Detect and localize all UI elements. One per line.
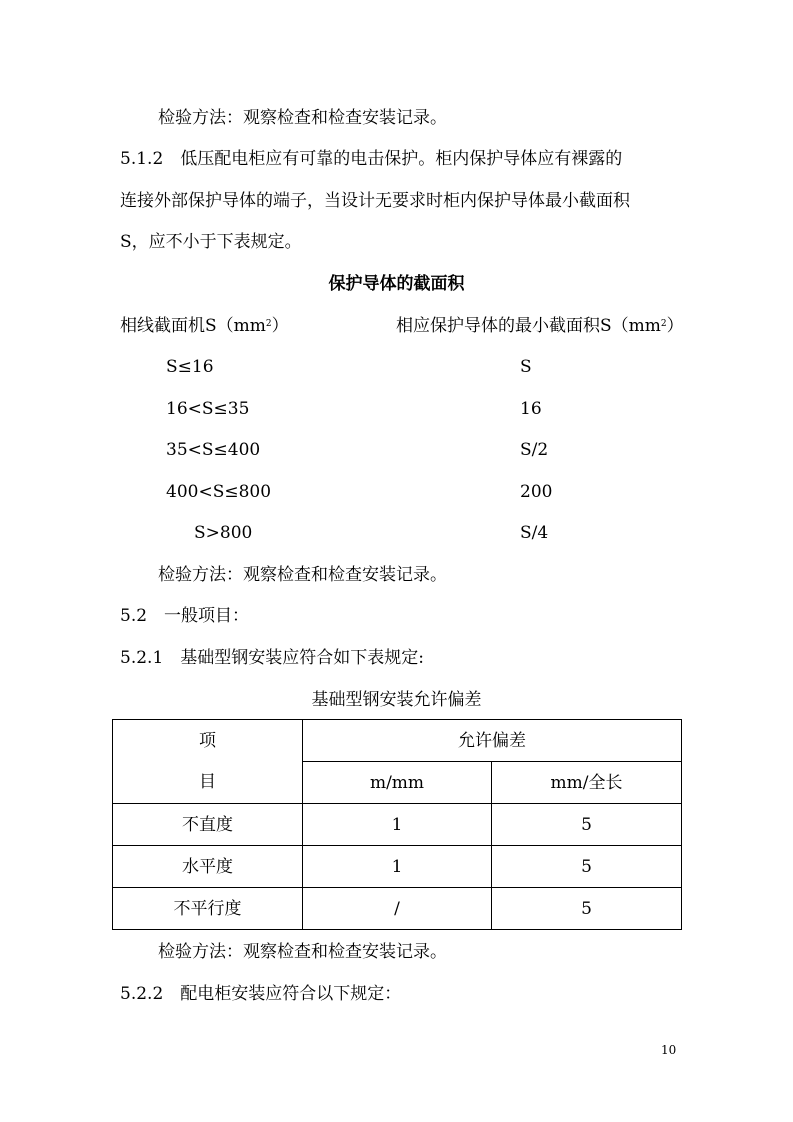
header-per-meter: m/mm: [303, 762, 492, 804]
row-item: 不平行度: [113, 888, 303, 930]
table-row: [113, 888, 682, 930]
conductor-col1-header: [120, 314, 289, 338]
conductor-col1-superscript: 2: [265, 319, 272, 329]
conductor-row-phase: 35<S≤400: [166, 440, 261, 460]
conductor-row-protective: S: [520, 357, 532, 377]
conductor-row-phase: S>800: [194, 523, 253, 543]
conductor-row-protective: 16: [520, 399, 542, 419]
row-full-length: 5: [492, 804, 682, 846]
row-per-meter: 1: [303, 846, 492, 888]
conductor-row-protective: S/4: [520, 523, 549, 543]
conductor-row-protective: 200: [520, 482, 553, 502]
clause-5-1-2-line-3: S，应不小于下表规定。: [120, 232, 302, 252]
header-allowance: 允许偏差: [303, 720, 682, 762]
conductor-col2-header-text: 相应保护导体的最小截面积S（mm: [396, 316, 661, 336]
conductor-col1-header-text: 相线截面机S（mm: [120, 316, 266, 336]
header-item-top: 项: [113, 720, 303, 762]
conductor-col2-header: [396, 314, 684, 338]
header-item-bottom: 目: [113, 762, 303, 804]
table-header-row: [113, 720, 682, 762]
clause-5-2-2: 5.2.2 配电柜安装应符合以下规定：: [120, 984, 402, 1004]
table-row: [113, 846, 682, 888]
conductor-row-phase: S≤16: [166, 357, 214, 377]
conductor-table-title: 保护导体的截面积: [328, 274, 465, 294]
header-full-length: mm/全长: [492, 762, 682, 804]
check-method-2: 检验方法：观察检查和检查安装记录。: [158, 565, 447, 585]
row-per-meter: /: [303, 888, 492, 930]
table-subheader-row: [113, 762, 682, 804]
check-method-1: 检验方法：观察检查和检查安装记录。: [158, 108, 447, 128]
conductor-col1-close: ）: [271, 316, 289, 336]
section-5-2: 5.2 一般项目：: [120, 606, 250, 626]
conductor-col2-close: ）: [666, 316, 684, 336]
conductor-row-phase: 400<S≤800: [166, 482, 272, 502]
clause-5-2-1: 5.2.1 基础型钢安装应符合如下表规定:: [120, 648, 424, 668]
table-row: [113, 804, 682, 846]
clause-5-1-2-line-1: 5.1.2 低压配电柜应有可靠的电击保护。柜内保护导体应有裸露的: [120, 149, 623, 169]
row-item: 水平度: [113, 846, 303, 888]
steel-table-title: 基础型钢安装允许偏差: [311, 690, 482, 710]
row-per-meter: 1: [303, 804, 492, 846]
row-item: 不直度: [113, 804, 303, 846]
conductor-col2-superscript: 2: [660, 319, 667, 329]
conductor-row-phase: 16<S≤35: [166, 399, 250, 419]
clause-5-1-2-line-2: 连接外部保护导体的端子，当设计无要求时柜内保护导体最小截面积: [120, 191, 630, 211]
row-full-length: 5: [492, 888, 682, 930]
steel-deviation-table: [112, 719, 682, 930]
page-number: 10: [661, 1043, 677, 1057]
row-full-length: 5: [492, 846, 682, 888]
conductor-row-protective: S/2: [520, 440, 549, 460]
check-method-3: 检验方法：观察检查和检查安装记录。: [158, 942, 447, 962]
